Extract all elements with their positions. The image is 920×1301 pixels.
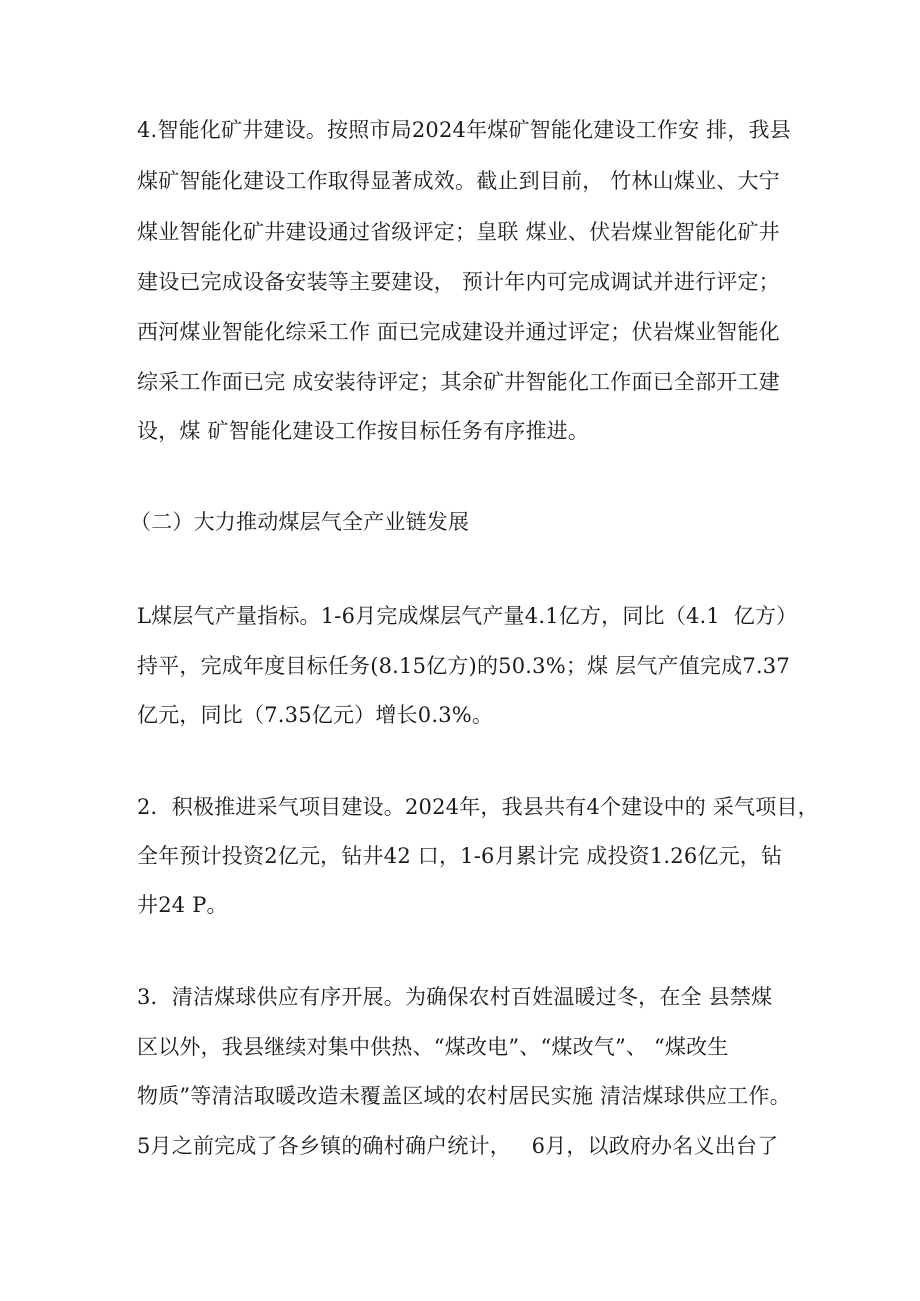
paragraph-3-line-2: 全年预计投资2亿元，钻井42 口，1-6月累计完 成投资1.26亿元，钻 — [137, 844, 783, 868]
paragraph-1-line-1: 4.智能化矿井建设。按照市局2024年煤矿智能化建设工作安 排，我县 — [137, 118, 791, 142]
section-heading: （二）大力推动煤层气全产业链发展 — [130, 510, 470, 534]
paragraph-4-line-3: 物质”等清洁取暖改造未覆盖区域的农村居民实施 清洁煤球供应工作。 — [137, 1084, 791, 1108]
paragraph-2-line-2: 持平，完成年度目标任务(8.15亿方)的50.3%；煤 层气产值完成7.37 — [137, 654, 790, 678]
paragraph-1-line-6: 综采工作面已完 成安装待评定；其余矿井智能化工作面已全部开工建 — [137, 370, 780, 394]
paragraph-1-line-5: 西河煤业智能化综采工作 面已完成建设并通过评定；伏岩煤业智能化 — [137, 320, 780, 344]
paragraph-1-line-2: 煤矿智能化建设工作取得显著成效。截止到目前， 竹林山煤业、大宁 — [137, 169, 780, 193]
paragraph-2-line-3: 亿元，同比（7.35亿元）增长0.3%。 — [137, 703, 494, 727]
paragraph-1-line-4: 建设已完成设备安装等主要建设， 预计年内可完成调试并进行评定； — [137, 270, 780, 294]
paragraph-3-line-3: 井24 P。 — [137, 893, 228, 917]
paragraph-3-line-1: 2．积极推进采气项目建设。2024年，我县共有4个建设中的 采气项目， — [137, 795, 819, 819]
paragraph-4-line-2: 区以外，我县继续对集中供热、“煤改电”、“煤改气”、 “煤改生 — [137, 1035, 729, 1059]
paragraph-1-line-3: 煤业智能化矿井建设通过省级评定；皇联 煤业、伏岩煤业智能化矿井 — [137, 220, 780, 244]
paragraph-4-line-1: 3．清洁煤球供应有序开展。为确保农村百姓温暖过冬，在全 县禁煤 — [137, 985, 773, 1009]
paragraph-2-line-1: L煤层气产量指标。1-6月完成煤层气产量4.1亿方，同比（4.1 亿方） — [137, 604, 798, 628]
paragraph-1-line-7: 设，煤 矿智能化建设工作按目标任务有序推进。 — [137, 419, 590, 443]
paragraph-4-line-4: 5月之前完成了各乡镇的确村确户统计， 6月，以政府办名义出台了 — [137, 1134, 779, 1158]
